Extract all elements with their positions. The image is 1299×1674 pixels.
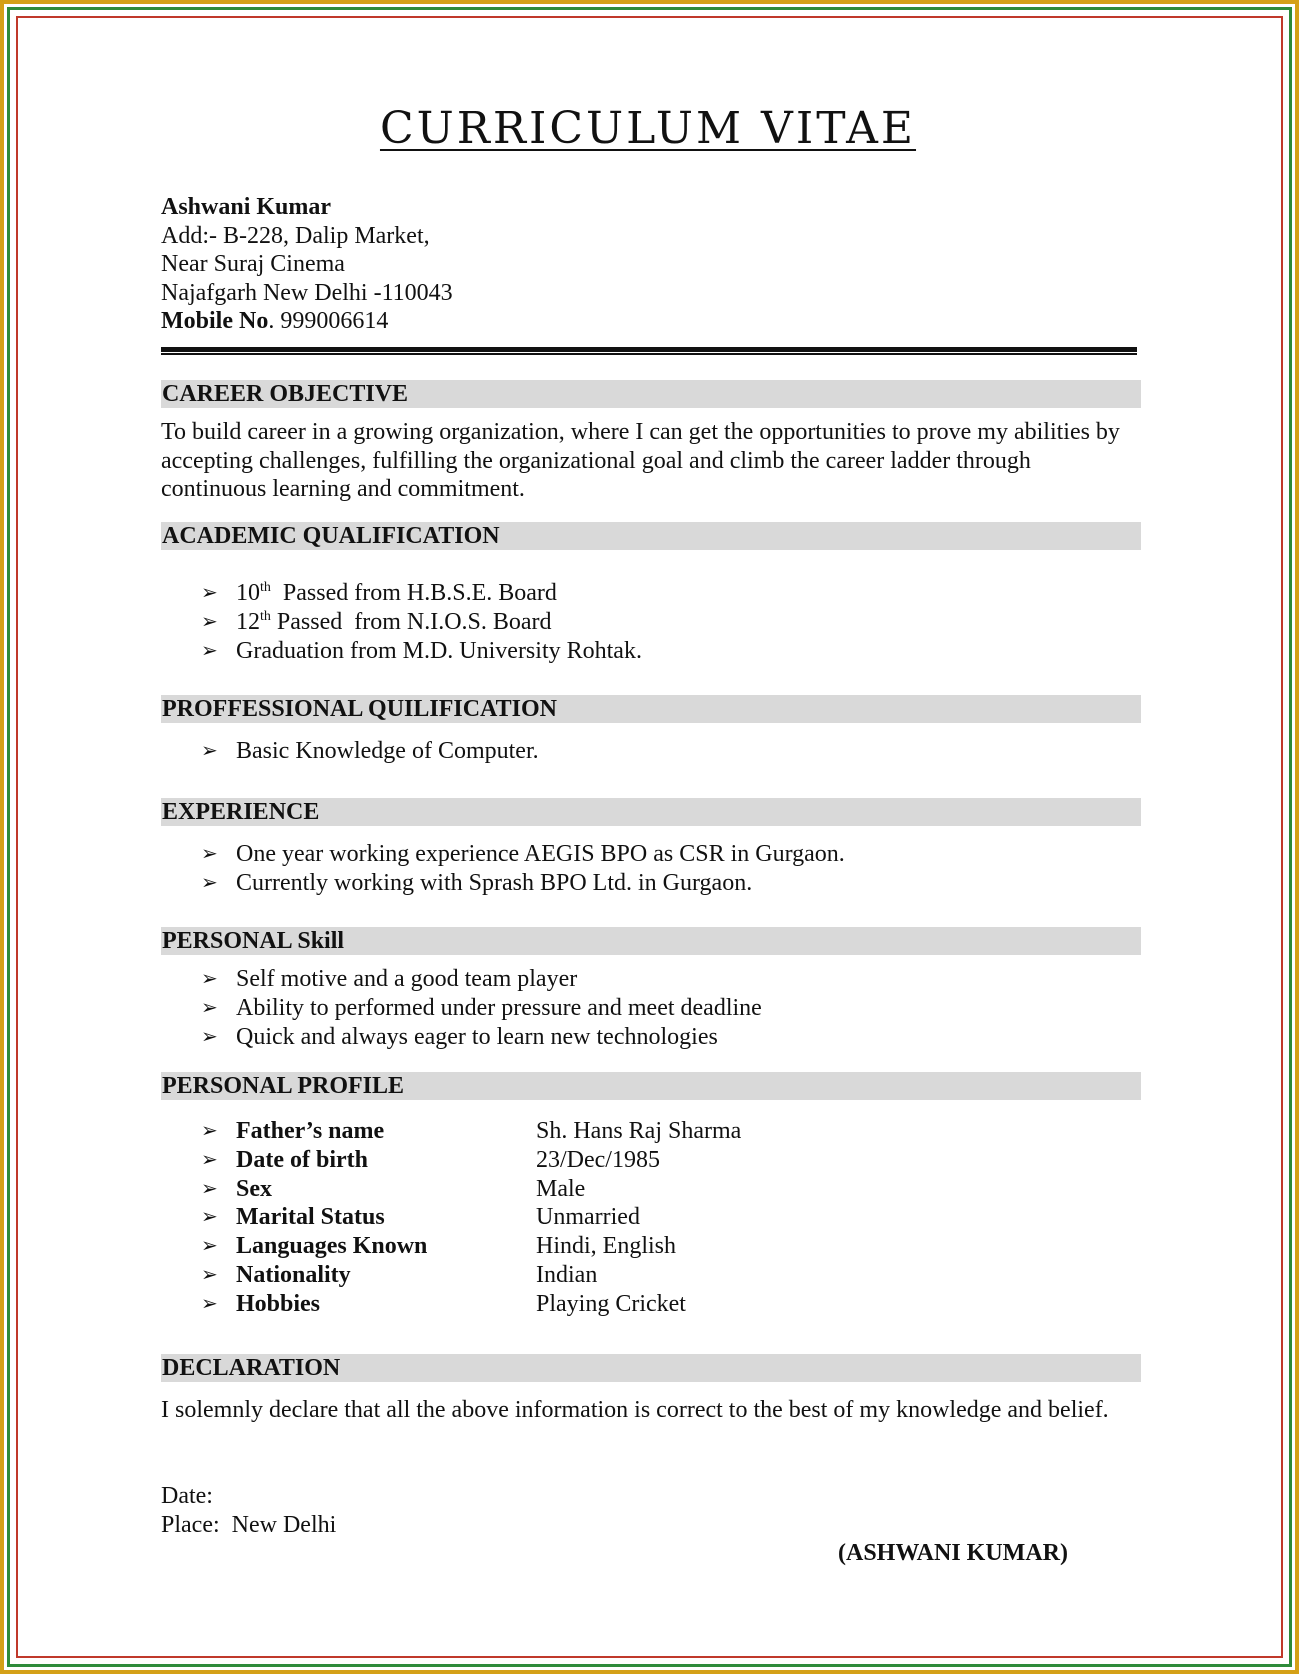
list-item: ➢ Graduation from M.D. University Rohtak. [201, 637, 642, 664]
bullet-arrow-icon: ➢ [201, 996, 218, 1019]
section-heading-profile: PERSONAL PROFILE [161, 1072, 1141, 1100]
address-line: Add:- B-228, Dalip Market, [161, 222, 430, 249]
applicant-name: Ashwani Kumar [161, 194, 332, 220]
bullet-arrow-icon: ➢ [201, 871, 218, 894]
date-line: Date: [161, 1483, 213, 1509]
profile-value: Hindi, English [536, 1233, 677, 1260]
list-item: ➢ Currently working with Sprash BPO Ltd. in Gurgaon. [201, 869, 753, 896]
bullet-arrow-icon: ➢ [201, 1292, 218, 1315]
bullet-arrow-icon: ➢ [201, 1025, 218, 1048]
bullet-arrow-icon: ➢ [201, 610, 218, 633]
list-item: ➢ 12th Passed from N.I.O.S. Board [201, 608, 552, 635]
section-heading-academic: ACADEMIC QUALIFICATION [161, 522, 1141, 550]
profile-key: Sex [236, 1175, 272, 1202]
list-item: ➢ Self motive and a good team player [201, 966, 578, 992]
profile-key: Marital Status [236, 1204, 385, 1231]
address-line: Near Suraj Cinema [161, 251, 345, 277]
header-divider [161, 347, 1137, 355]
signature: (ASHWANI KUMAR) [838, 1540, 1068, 1566]
bullet-arrow-icon: ➢ [201, 1177, 218, 1200]
profile-value: Sh. Hans Raj Sharma [536, 1118, 742, 1144]
section-heading-declaration: DECLARATION [161, 1354, 1141, 1382]
bullet-arrow-icon: ➢ [201, 1235, 218, 1258]
address-line: Najafgarh New Delhi -110043 [161, 279, 453, 306]
mobile-value: . 999006614 [268, 308, 389, 334]
bullet-arrow-icon: ➢ [201, 639, 218, 662]
section-heading-career-objective: CAREER OBJECTIVE [161, 380, 1141, 408]
profile-value: Unmarried [536, 1204, 640, 1231]
list-item: ➢ 10th Passed from H.B.S.E. Board [201, 580, 557, 606]
bullet-arrow-icon: ➢ [201, 968, 218, 990]
skill-list [201, 965, 762, 1051]
bullet-arrow-icon: ➢ [201, 582, 218, 604]
profile-key: Date of birth [236, 1146, 368, 1173]
list-item: ➢ One year working experience AEGIS BPO as CSR in Gurgaon. [201, 841, 845, 867]
bullet-arrow-icon: ➢ [201, 740, 218, 762]
section-heading-professional: PROFFESSIONAL QUILIFICATION [161, 695, 1141, 723]
declaration-text: I solemnly declare that all the above information is correct to the best of my knowledge and belief. [161, 1397, 1109, 1423]
section-heading-experience: EXPERIENCE [161, 798, 1141, 826]
profile-key: Languages Known [236, 1233, 428, 1260]
professional-list [201, 737, 539, 766]
profile-key: Father’s name [236, 1118, 385, 1144]
mobile-label: Mobile No [161, 308, 269, 334]
mobile-line [161, 307, 453, 336]
place-line: Place: New Delhi [161, 1512, 337, 1538]
bullet-arrow-icon: ➢ [201, 1263, 218, 1286]
experience-list [201, 840, 845, 898]
profile-value: Indian [536, 1261, 598, 1288]
academic-list [201, 579, 642, 665]
profile-value: 23/Dec/1985 [536, 1146, 660, 1173]
profile-key: Nationality [236, 1261, 351, 1288]
profile-value: Male [536, 1175, 586, 1202]
document-title: CURRICULUM VITAE [379, 103, 917, 154]
career-objective-text: To build career in a growing organization, where I can get the opportunities to prove my abilities by accepting challenges, fulfilling the organizational goal and climb the career ladder through continuous learning and commitment. [161, 419, 1120, 502]
bullet-arrow-icon: ➢ [201, 843, 218, 865]
profile-key: Hobbies [236, 1290, 321, 1317]
list-item: ➢ Quick and always eager to learn new technologies [201, 1023, 718, 1050]
contact-block [161, 193, 453, 336]
bullet-arrow-icon: ➢ [201, 1148, 218, 1171]
section-heading-skill: PERSONAL Skill [161, 927, 1141, 955]
bullet-arrow-icon: ➢ [201, 1206, 218, 1229]
list-item: ➢ Ability to performed under pressure and meet deadline [201, 994, 762, 1021]
list-item: ➢ Basic Knowledge of Computer. [201, 738, 539, 764]
profile-value: Playing Cricket [536, 1290, 686, 1317]
bullet-arrow-icon: ➢ [201, 1120, 218, 1142]
